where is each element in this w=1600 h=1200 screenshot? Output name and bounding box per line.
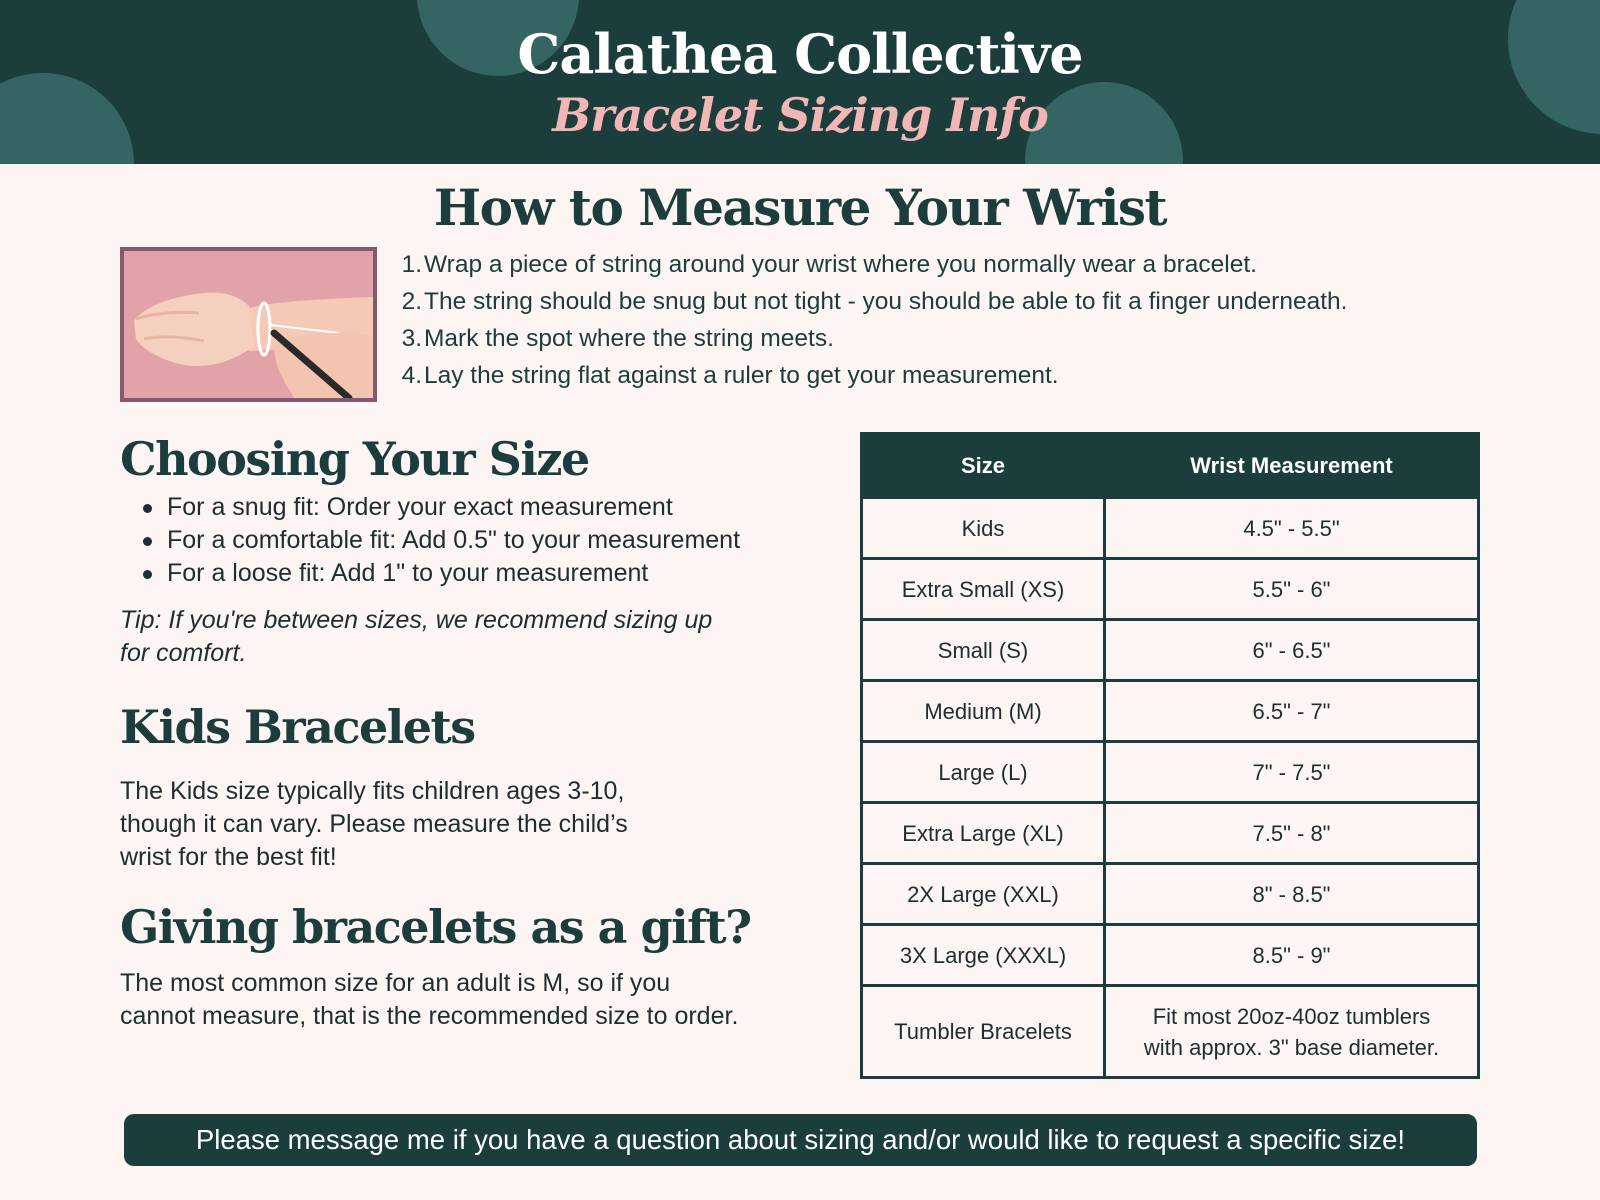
gift-description: The most common size for an adult is M, so if you cannot measure, that is the recommended size to order. <box>120 969 739 1030</box>
kids-bracelets-heading: Kids Bracelets <box>120 700 475 754</box>
table-row <box>862 864 1479 925</box>
table-row <box>862 498 1479 559</box>
measure-heading: How to Measure Your Wrist <box>433 178 1167 237</box>
table-row <box>862 559 1479 620</box>
contact-footer-banner: Please message me if you have a question about sizing and/or would like to request a specific size! <box>124 1114 1477 1166</box>
sizing-tip: Tip: If you're between sizes, we recommend sizing up for comfort. <box>120 606 713 667</box>
page-subtitle: Bracelet Sizing Info <box>552 88 1048 142</box>
fit-option: For a comfortable fit: Add 0.5" to your measurement <box>143 524 740 557</box>
size-cell: Small (S) <box>862 620 1105 681</box>
measurement-cell: 5.5" - 6" <box>1105 559 1479 620</box>
table-row <box>862 925 1479 986</box>
table-row <box>862 803 1479 864</box>
measurement-cell: 7" - 7.5" <box>1105 742 1479 803</box>
measure-step: 2. The string should be snug but not tight - you should be able to fit a finger underneath. <box>401 288 1348 315</box>
size-chart-table <box>860 432 1480 1079</box>
header-banner <box>0 0 1600 164</box>
size-cell: Kids <box>862 498 1105 559</box>
table-row <box>862 620 1479 681</box>
table-row <box>862 681 1479 742</box>
measurement-cell: 6" - 6.5" <box>1105 620 1479 681</box>
size-cell: Extra Small (XS) <box>862 559 1105 620</box>
measurement-cell: 4.5" - 5.5" <box>1105 498 1479 559</box>
size-cell: 3X Large (XXXL) <box>862 925 1105 986</box>
table-row <box>862 742 1479 803</box>
size-cell: Extra Large (XL) <box>862 803 1105 864</box>
measurement-cell: Fit most 20oz-40oz tumblers with approx. 3" base diameter. <box>1105 986 1479 1078</box>
size-cell: 2X Large (XXL) <box>862 864 1105 925</box>
wrist-measuring-image <box>120 247 377 402</box>
measurement-cell: 7.5" - 8" <box>1105 803 1479 864</box>
gift-heading: Giving bracelets as a gift? <box>120 900 751 954</box>
choosing-size-heading: Choosing Your Size <box>120 432 589 486</box>
measurement-cell: 8.5" - 9" <box>1105 925 1479 986</box>
size-cell: Tumbler Bracelets <box>862 986 1105 1078</box>
measurement-cell: 6.5" - 7" <box>1105 681 1479 742</box>
fit-options-list <box>143 491 740 590</box>
fit-option: For a loose fit: Add 1" to your measurement <box>143 557 740 590</box>
measurement-column-header: Wrist Measurement <box>1105 434 1479 498</box>
measure-step: 4. Lay the string flat against a ruler to get your measurement. <box>401 362 1059 389</box>
measure-step: 3. Mark the spot where the string meets. <box>401 325 834 352</box>
measurement-cell: 8" - 8.5" <box>1105 864 1479 925</box>
table-header-row <box>862 434 1479 498</box>
size-column-header: Size <box>862 434 1105 498</box>
brand-title: Calathea Collective <box>517 22 1083 86</box>
size-cell: Medium (M) <box>862 681 1105 742</box>
kids-description: The Kids size typically fits children ages 3-10, though it can vary. Please measure the child’s wrist for the best fit! <box>120 777 628 871</box>
fit-option: For a snug fit: Order your exact measurement <box>143 491 740 524</box>
measure-step: 1. Wrap a piece of string around your wrist where you normally wear a bracelet. <box>401 251 1257 278</box>
measure-steps-list <box>397 246 1497 394</box>
table-row <box>862 986 1479 1078</box>
size-cell: Large (L) <box>862 742 1105 803</box>
